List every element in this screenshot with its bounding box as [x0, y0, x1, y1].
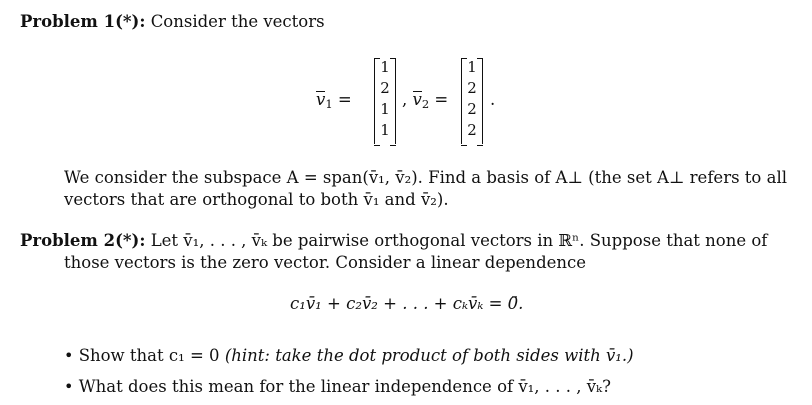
- v1-entry: 2: [380, 79, 390, 97]
- problem-1-line-2: vectors that are orthogonal to both v̄₁ and v̄₂).: [64, 190, 449, 209]
- bullet-item-2: [64, 377, 611, 396]
- problem-1-label: Problem 1(*):: [20, 12, 146, 31]
- bullet-1-text: Show that c₁ = 0: [78, 346, 225, 365]
- v1-entry: 1: [380, 100, 390, 118]
- v2-entry: 2: [467, 121, 477, 139]
- problem-1-line-1: We consider the subspace A = span(v̄₁, v̄₂). Find a basis of A⊥ (the set A⊥ refers to all: [64, 168, 787, 187]
- problem-1-intro: Consider the vectors: [150, 12, 325, 31]
- problem-2-line-2: those vectors is the zero vector. Consider a linear dependence: [64, 253, 587, 272]
- problem-2-heading: [20, 231, 767, 250]
- v1-entry: 1: [380, 58, 390, 76]
- v2-entry: 2: [467, 79, 477, 97]
- bullet-icon: •: [64, 346, 74, 365]
- bullet-item-1: [64, 346, 634, 365]
- vector-period: .: [490, 90, 496, 109]
- linear-dependence-equation: c₁v̄₁ + c₂v̄₂ + . . . + cₖv̄ₖ = 0̄.: [290, 294, 524, 313]
- bullet-icon: •: [64, 377, 74, 396]
- v2-entry: 1: [467, 58, 477, 76]
- v2-matrix: [461, 58, 483, 144]
- v1-entry: 1: [380, 121, 390, 139]
- v1-symbol: $v_1$ =: [316, 90, 352, 111]
- problem-2-line-1: Let v̄₁, . . . , v̄ₖ be pairwise orthogonal vectors in ℝⁿ. Suppose that none of: [150, 231, 768, 250]
- bullet-2-text: What does this mean for the linear independence of v̄₁, . . . , v̄ₖ?: [78, 377, 611, 396]
- bullet-1-hint: (hint: take the dot product of both sides with v̄₁.): [224, 346, 634, 365]
- v1-matrix: [374, 58, 396, 144]
- problem-1-heading: [20, 12, 325, 31]
- v2-entry: 2: [467, 100, 477, 118]
- problem-2-label: Problem 2(*):: [20, 231, 146, 250]
- v2-symbol: , $v_2$ =: [402, 90, 449, 111]
